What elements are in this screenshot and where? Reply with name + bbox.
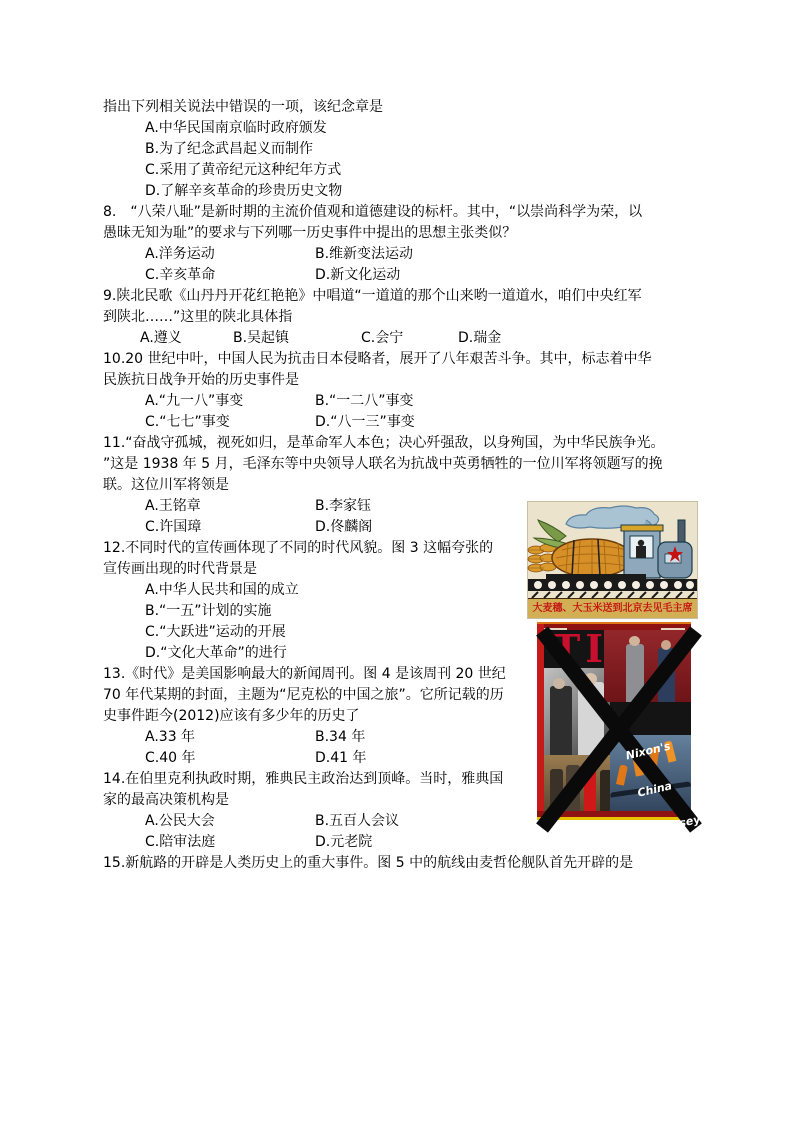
q9-options-row [103, 328, 723, 349]
q10-options-row-2 [103, 412, 723, 433]
q8-stem-line-2: 愚昧无知为耻”的要求与下列哪一历史事件中提出的思想主张类似？ [103, 225, 517, 241]
q9-option-b: B.吴起镇 [233, 330, 290, 346]
q11-stem-line-3: 联。这位川军将领是 [103, 477, 229, 493]
q13-stem-line-1: 13.《时代》是美国影响最大的新闻周刊。图 4 是该周刊 20 世纪 [103, 666, 506, 682]
q8-option-d: D.新文化运动 [315, 267, 401, 283]
q10-option-a: A.“九一八”事变 [145, 393, 244, 409]
q9-option-d: D.瑞金 [458, 330, 502, 346]
q9-stem-line-1: 9.陕北民歌《山丹丹开花红艳艳》中唱道“一道道的那个山来哟一道道水，咱们中央红军 [103, 288, 642, 304]
gray-suit-head [629, 636, 640, 646]
driver-body [636, 546, 646, 558]
q10-stem-line-2: 民族抗日战争开始的历史事件是 [103, 372, 299, 388]
q8-options-row-2 [103, 265, 723, 286]
q8-stem-line-1: 8. “八荣八耻”是新时期的主流价值观和道德建设的标杆。其中，“以崇尚科学为荣，以 [103, 204, 643, 220]
q7-stem-line: 指出下列相关说法中错误的一项，该纪念章是 [103, 99, 383, 115]
driver-head [638, 540, 644, 546]
q11-option-b: B.李家钰 [315, 498, 372, 514]
q11-stem-line-1: 11.“奋战守孤城，视死如归，是革命军人本色；决心歼强敌，以身殉国，为中华民族争光。 [103, 435, 665, 451]
q14-option-d: D.元老院 [315, 834, 373, 850]
q12-option-b: B.“一五”计划的实施 [145, 603, 272, 619]
q7-option-d: D.了解辛亥革命的珍贵历史文物 [145, 183, 343, 199]
locomotive [621, 520, 692, 578]
q8-options-row-1 [103, 244, 723, 265]
headline-line-2: China [636, 779, 674, 800]
q14-stem-line-2: 家的最高决策机构是 [103, 792, 229, 808]
q11-option-c: C.许国璋 [145, 519, 202, 535]
q12-option-c: C.“大跃进”运动的开展 [145, 624, 286, 640]
cover-body [544, 630, 702, 838]
poster-illustration [528, 502, 697, 598]
q8-option-c: C.辛亥革命 [145, 267, 216, 283]
q13-stem-line-3: 史事件距今(2012)应该有多少年的历史了 [103, 708, 360, 724]
q13-stem-line-2: 70 年代某期的封面，主题为“尼克松的中国之旅”。它所记载的历 [103, 687, 504, 703]
q7-option-c: C.采用了黄帝纪元这种纪年方式 [145, 162, 342, 178]
q14-stem-line-1: 14.在伯里克利执政时期，雅典民主政治达到顶峰。当时，雅典国 [103, 771, 504, 787]
q14-options-row-2 [103, 832, 723, 853]
q13-option-d: D.41 年 [315, 750, 367, 766]
q8-option-b: B.维新变法运动 [315, 246, 414, 262]
q10-stem-line-1: 10.20 世纪中叶，中国人民为抗击日本侵略者，展开了八年艰苦斗争。其中，标志着中华 [103, 351, 652, 367]
q12-stem-line-2: 宣传画出现的时代背景是 [103, 561, 257, 577]
q10-option-b: B.“一二八”事变 [315, 393, 414, 409]
q10-options-row-1 [103, 391, 723, 412]
q11-option-d: D.佟麟阁 [315, 519, 373, 535]
headline-line-3: Odyssey [647, 812, 702, 838]
cover-left-red-border [537, 624, 544, 815]
figure4-time-cover [537, 622, 702, 838]
q10-option-d: D.“八一三”事变 [315, 414, 415, 430]
q15-stem-line: 15.新航路的开辟是人类历史上的重大事件。图 5 中的航线由麦哲伦舰队首先开辟的是 [103, 855, 634, 871]
q13-option-a: A.33 年 [145, 729, 196, 745]
q14-option-c: C.陪审法庭 [145, 834, 216, 850]
poster-caption: 大麦穗、大玉米送到北京去见毛主席 [528, 598, 697, 618]
q12-option-d: D.“文化大革命”的进行 [145, 645, 287, 661]
headline-line-1: Nixon's [624, 739, 672, 763]
q13-option-b: B.34 年 [315, 729, 366, 745]
q11-stem-line-2: ”这是 1938 年 5 月，毛泽东等中央领导人联名为抗战中英勇牺牲的一位川军将领题写的挽 [103, 456, 663, 472]
q7-option-b: B.为了纪念武昌起义而制作 [145, 141, 314, 157]
q14-option-b: B.五百人会议 [315, 813, 400, 829]
cab-roof [621, 525, 663, 531]
nixon-head [553, 678, 565, 689]
q9-option-a: A.遵义 [140, 330, 182, 346]
smokestack [678, 520, 685, 544]
q14-option-a: A.公民大会 [145, 813, 215, 829]
q7-option-a: A.中华民国南京临时政府颁发 [145, 120, 327, 136]
q9-option-c: C.会宁 [361, 330, 404, 346]
q9-stem-line-2: 到陕北……”这里的陕北具体指 [103, 309, 293, 325]
q11-option-a: A.王铭章 [145, 498, 201, 514]
q10-option-c: C.“七七”事变 [145, 414, 230, 430]
nixon-silhouette [550, 686, 572, 755]
figure3-propaganda-poster [528, 502, 697, 618]
q8-option-a: A.洋务运动 [145, 246, 215, 262]
q12-option-a: A.中华人民共和国的成立 [145, 582, 299, 598]
blue-suit-head [661, 640, 671, 650]
q13-option-c: C.40 年 [145, 750, 196, 766]
dancer [616, 764, 628, 785]
q12-stem-line-1: 12.不同时代的宣传画体现了不同的时代风貌。图 3 这幅夸张的 [103, 540, 494, 556]
